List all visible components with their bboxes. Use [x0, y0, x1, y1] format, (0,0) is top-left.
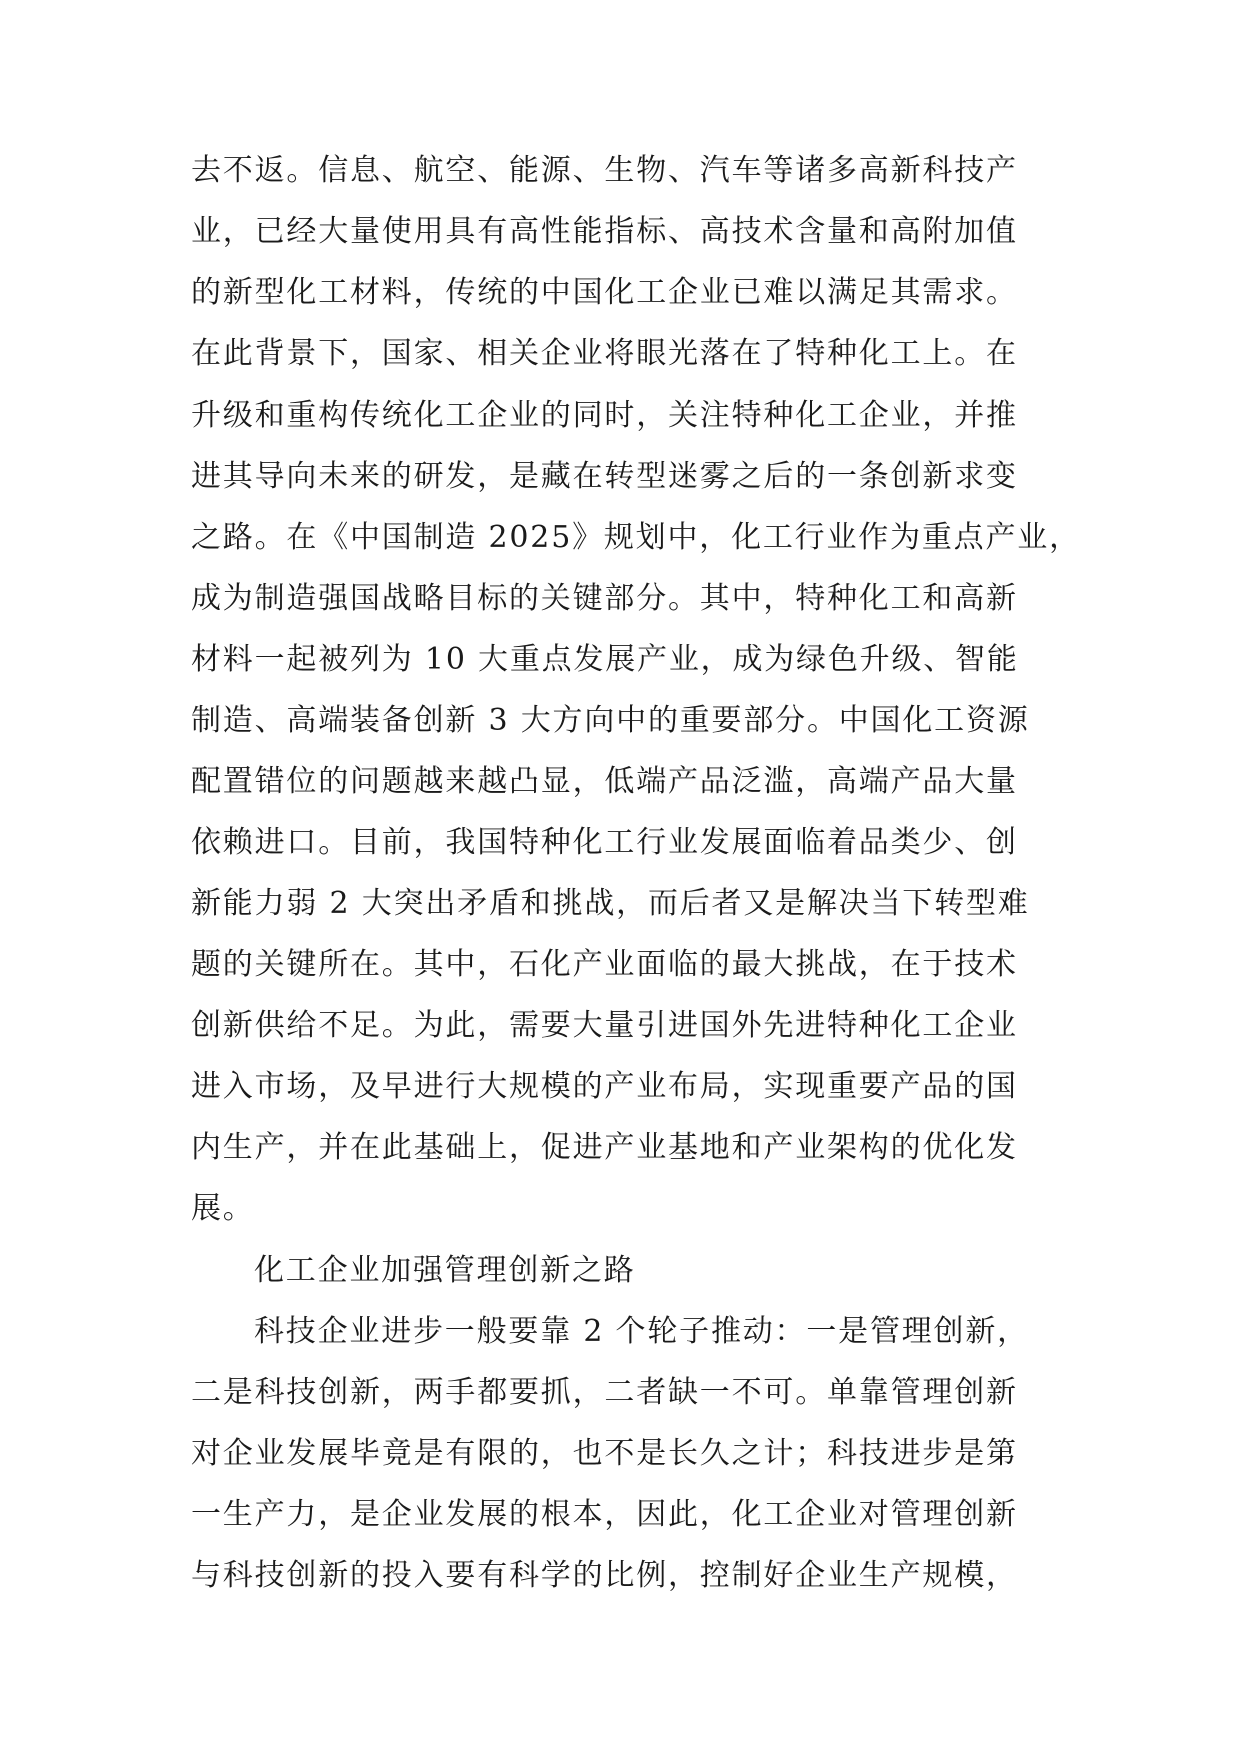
- section-heading: 化工企业加强管理创新之路: [254, 1253, 636, 1288]
- body-line: 成为制造强国战略目标的关键部分。其中，特种化工和高新: [191, 581, 1018, 616]
- body-line: 展。: [191, 1191, 255, 1226]
- body-line: 内生产，并在此基础上，促进产业基地和产业架构的优化发: [191, 1130, 1018, 1165]
- body-line: 题的关键所在。其中，石化产业面临的最大挑战，在于技术: [191, 947, 1018, 982]
- body-line: 科技企业进步一般要靠 2 个轮子推动：一是管理创新，: [254, 1314, 1029, 1349]
- body-line: 依赖进口。目前，我国特种化工行业发展面临着品类少、创: [191, 825, 1018, 860]
- body-line: 新能力弱 2 大突出矛盾和挑战，而后者又是解决当下转型难: [191, 886, 1030, 921]
- body-line: 之路。在《中国制造 2025》规划中，化工行业作为重点产业，: [191, 520, 1081, 555]
- body-line: 升级和重构传统化工企业的同时，关注特种化工企业，并推: [191, 398, 1018, 433]
- body-line: 在此背景下，国家、相关企业将眼光落在了特种化工上。在: [191, 336, 1018, 371]
- body-line: 配置错位的问题越来越凸显，低端产品泛滥，高端产品大量: [191, 764, 1018, 799]
- body-line: 去不返。信息、航空、能源、生物、汽车等诸多高新科技产: [191, 153, 1018, 188]
- body-line: 二是科技创新，两手都要抓，二者缺一不可。单靠管理创新: [191, 1375, 1018, 1410]
- body-line: 创新供给不足。为此，需要大量引进国外先进特种化工企业: [191, 1008, 1018, 1043]
- body-line: 进其导向未来的研发，是藏在转型迷雾之后的一条创新求变: [191, 459, 1018, 494]
- body-line: 业，已经大量使用具有高性能指标、高技术含量和高附加值: [191, 214, 1018, 249]
- body-line: 进入市场，及早进行大规模的产业布局，实现重要产品的国: [191, 1069, 1018, 1104]
- body-line: 对企业发展毕竟是有限的，也不是长久之计；科技进步是第: [191, 1436, 1018, 1471]
- body-line: 与科技创新的投入要有科学的比例，控制好企业生产规模，: [191, 1558, 1018, 1593]
- body-line: 一生产力，是企业发展的根本，因此，化工企业对管理创新: [191, 1497, 1018, 1532]
- body-line: 制造、高端装备创新 3 大方向中的重要部分。中国化工资源: [191, 703, 1030, 738]
- body-line: 的新型化工材料，传统的中国化工企业已难以满足其需求。: [191, 275, 1018, 310]
- body-line: 材料一起被列为 10 大重点发展产业，成为绿色升级、智能: [191, 642, 1019, 677]
